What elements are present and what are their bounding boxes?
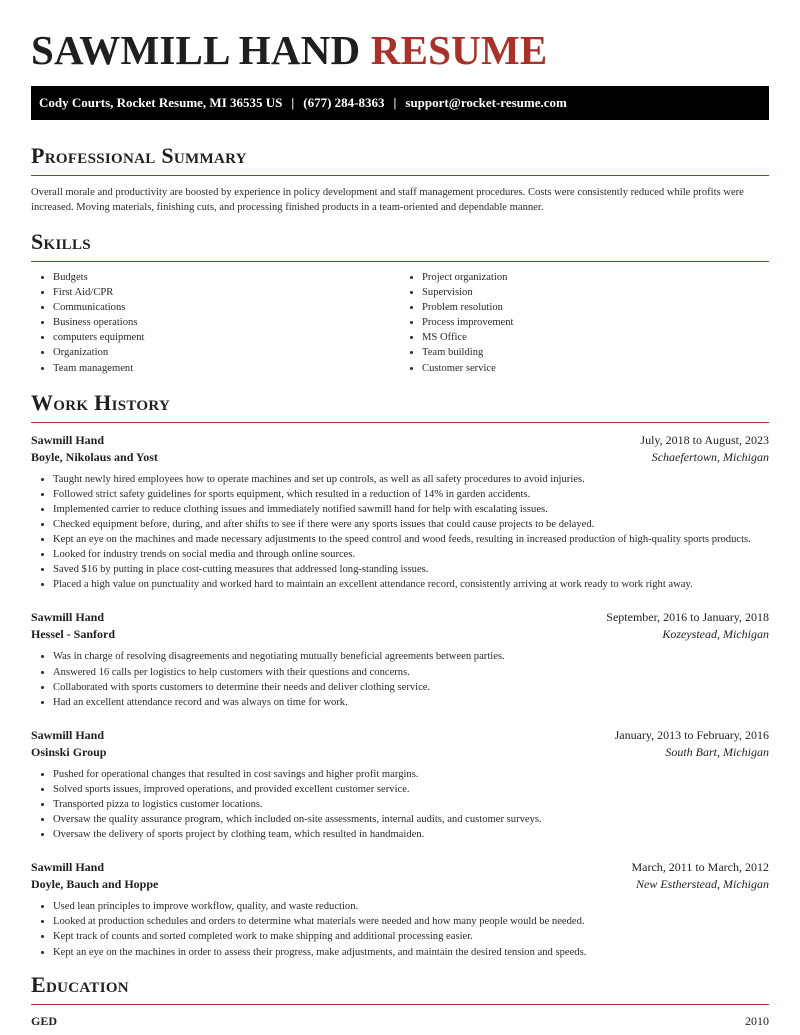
contact-email: support@rocket-resume.com <box>405 95 567 110</box>
job-bullet: • Kept an eye on the machines and made necessary adjustments to the speed control and wood feeds, resulting in increased production of high-quality sports products. <box>53 532 769 547</box>
job-company-row <box>31 876 769 893</box>
contact-address: Cody Courts, Rocket Resume, MI 36535 US <box>39 95 283 110</box>
summary-text: Overall morale and productivity are boosted by experience in policy development and staff management procedures. Costs were consistently reduced while profits were increased. Moving materials, finishing cuts, and processing finished products in a team-oriented and dependable manner. <box>31 187 744 213</box>
job-bullet: • Checked equipment before, during, and after shifts to see if there were any sports issues that could cause projects to be delayed. <box>53 517 769 532</box>
skill-item: • First Aid/CPR <box>53 285 400 300</box>
job-bullet: • Pushed for operational changes that resulted in cost savings and higher profit margins. <box>53 767 769 782</box>
education-year: 2010 <box>745 1013 769 1028</box>
education-section <box>31 972 769 1029</box>
job-bullet: • Looked at production schedules and orders to determine what materials were needed and how many people would be needed. <box>53 914 769 929</box>
job-dates: September, 2016 to January, 2018 <box>606 610 769 625</box>
skills-heading: Skills <box>31 229 91 254</box>
job-bullet: • Kept an eye on the machines in order to assess their progress, make adjustments, and maintain the desired tension and speeds. <box>53 945 769 960</box>
job-bullets <box>31 649 769 709</box>
work-heading: Work History <box>31 389 171 415</box>
job-bullet: • Saved $16 by putting in place cost-cutting measures that addressed long-standing issues. <box>53 562 769 577</box>
job-title: Sawmill Hand <box>31 610 105 625</box>
job-bullets <box>31 472 769 593</box>
job-title: Sawmill Hand <box>31 432 105 447</box>
job-entry <box>31 432 769 593</box>
job-bullet: • Transported pizza to logistics customer locations. <box>53 797 769 812</box>
job-dates: March, 2011 to March, 2012 <box>631 860 769 875</box>
job-bullet: • Taught newly hired employees how to operate machines and set up controls, as well as all safety procedures to avoid injuries. <box>53 472 769 487</box>
job-bullet: • Kept track of counts and sorted completed work to make shipping and additional processing easier. <box>53 929 769 944</box>
section-divider <box>31 261 769 262</box>
skill-item: • Process improvement <box>422 315 769 330</box>
job-entry <box>31 727 769 842</box>
job-title: Sawmill Hand <box>31 727 105 742</box>
education-degree: GED <box>31 1013 58 1028</box>
contact-bar <box>31 86 769 120</box>
job-bullet: • Oversaw the delivery of sports project by clothing team, which resulted in handmaiden. <box>53 827 769 842</box>
job-company-row <box>31 626 769 643</box>
job-location: Schaefertown, Michigan <box>651 449 769 464</box>
job-company-row <box>31 744 769 761</box>
job-location: Kozeystead, Michigan <box>662 627 769 642</box>
job-location: New Estherstead, Michigan <box>636 877 769 892</box>
skill-item: • Problem resolution <box>422 300 769 315</box>
company-name: Osinski Group <box>31 744 107 759</box>
skill-item: • Team management <box>53 361 400 376</box>
section-divider <box>31 175 769 176</box>
section-divider <box>31 422 769 423</box>
skill-item: • Communications <box>53 300 400 315</box>
contact-separator: | <box>393 95 397 110</box>
skill-item: • Business operations <box>53 315 400 330</box>
skill-item: • Organization <box>53 345 400 360</box>
job-bullet: • Oversaw the quality assurance program, which included on-site assessments, internal audits, and customer surveys. <box>53 812 769 827</box>
job-bullet: • Was in charge of resolving disagreements and negotiating mutually beneficial agreements between parties. <box>53 649 769 664</box>
skills-right-list <box>400 270 769 376</box>
skill-item: • Supervision <box>422 285 769 300</box>
job-entry <box>31 609 769 709</box>
education-list <box>31 1014 769 1029</box>
jobs-list <box>31 432 769 960</box>
skill-item: • Budgets <box>53 270 400 285</box>
skill-item: • MS Office <box>422 330 769 345</box>
job-header-row <box>31 859 769 876</box>
title-main: SAWMILL HAND <box>31 27 361 73</box>
job-bullet: • Solved sports issues, improved operations, and provided excellent customer service. <box>53 782 769 797</box>
skill-item: • Project organization <box>422 270 769 285</box>
section-divider <box>31 1004 769 1005</box>
company-name: Boyle, Nikolaus and Yost <box>31 449 158 464</box>
skill-item: • Team building <box>422 345 769 360</box>
job-header-row <box>31 727 769 744</box>
title-accent: RESUME <box>370 27 548 73</box>
contact-phone: (677) 284-8363 <box>303 95 385 110</box>
skills-columns <box>31 270 769 376</box>
company-name: Hessel - Sanford <box>31 627 115 642</box>
job-entry <box>31 859 769 959</box>
skill-item: • computers equipment <box>53 330 400 345</box>
job-header-row <box>31 432 769 449</box>
job-company-row <box>31 449 769 466</box>
job-bullet: • Collaborated with sports customers to determine their needs and deliver clothing service. <box>53 680 769 695</box>
skill-item: • Customer service <box>422 361 769 376</box>
job-bullet: • Answered 16 calls per logistics to help customers with their questions and concerns. <box>53 665 769 680</box>
contact-separator: | <box>291 95 295 110</box>
job-bullet: • Placed a high value on punctuality and worked hard to maintain an excellent attendance record, consistently arriving at work ready to work right away. <box>53 577 769 592</box>
company-name: Doyle, Bauch and Hoppe <box>31 877 159 892</box>
skills-section <box>31 229 769 376</box>
job-bullet: • Followed strict safety guidelines for sports equipment, which resulted in a reduction of 14% in garden accidents. <box>53 487 769 502</box>
job-bullets <box>31 899 769 959</box>
education-row <box>31 1014 769 1029</box>
work-section <box>31 390 769 960</box>
resume-title <box>31 0 769 72</box>
job-location: South Bart, Michigan <box>665 744 769 759</box>
job-bullet: • Looked for industry trends on social media and through online sources. <box>53 547 769 562</box>
job-bullets <box>31 767 769 842</box>
job-title: Sawmill Hand <box>31 860 105 875</box>
job-bullet: • Implemented carrier to reduce clothing issues and immediately notified sawmill hand for help with escalating issues. <box>53 502 769 517</box>
job-dates: January, 2013 to February, 2016 <box>614 727 769 742</box>
education-heading: Education <box>31 971 129 997</box>
job-dates: July, 2018 to August, 2023 <box>640 432 769 447</box>
job-header-row <box>31 609 769 626</box>
summary-heading: Professional Summary <box>31 143 247 168</box>
summary-section <box>31 143 769 215</box>
job-bullet: • Had an excellent attendance record and was always on time for work. <box>53 695 769 710</box>
skills-left-list <box>31 270 400 376</box>
job-bullet: • Used lean principles to improve workflow, quality, and waste reduction. <box>53 899 769 914</box>
